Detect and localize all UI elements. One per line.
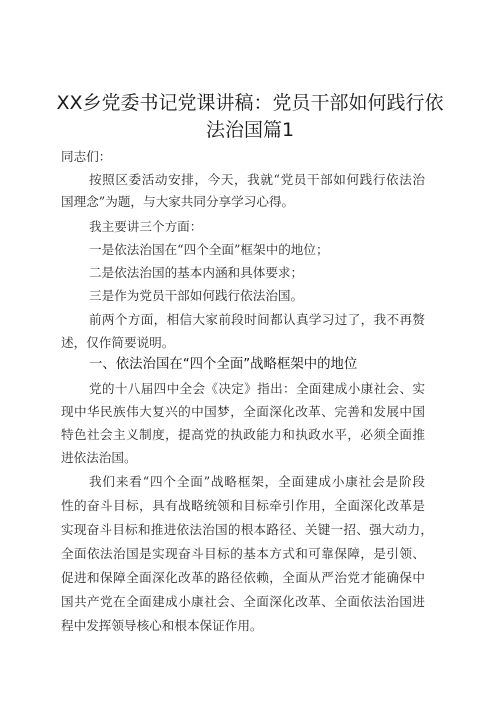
- intro-line-2: 国理念”为题，与大家共同分享学习心得。: [61, 194, 295, 209]
- section1-para1-line-3: 特色社会主义制度，提高党的执政能力和执政水平，必须全面推: [61, 427, 425, 442]
- section1-para2-line-4: 全面依法治国是实现奋斗目标的基本方式和可靠保障，是引领、: [61, 546, 425, 561]
- outline-item-2: 二是依法治国的基本内涵和具体要求；: [89, 265, 304, 280]
- outline-intro: 我主要讲三个方面：: [89, 219, 203, 234]
- document-title-line-2: 法治国篇1: [205, 119, 295, 141]
- section1-para2-line-6: 国共产党在全面建成小康社会、全面深化改革、全面依法治国进: [61, 594, 425, 609]
- section1-para1-line-1: 党的十八届四中全会《决定》指出：全面建成小康社会、实: [89, 381, 425, 396]
- section1-para1-line-2: 现中华民族伟大复兴的中国梦，全面深化改革、完善和发展中国: [61, 404, 425, 419]
- section1-para2-line-1: 我们来看“四个全面”战略框架，全面建成小康社会是阶段: [89, 474, 425, 489]
- intro-line-1: 按照区委活动安排，今天，我就“党员干部如何践行依法治: [89, 172, 425, 187]
- section1-para1-line-4: 进依法治国。: [61, 450, 137, 465]
- outline-item-1: 一是依法治国在“四个全面”框架中的地位；: [89, 242, 329, 257]
- section1-para2-line-7: 程中发挥领导核心和根本保证作用。: [61, 618, 263, 633]
- transition-line-2: 述，仅作简要说明。: [61, 335, 175, 350]
- transition-line-1: 前两个方面，相信大家前段时间都认真学习过了，我不再赘: [89, 312, 425, 327]
- section1-para2-line-5: 促进和保障全面深化改革的路径依赖，全面从严治党才能确保中: [61, 570, 425, 585]
- section1-para2-line-3: 实现奋斗目标和推进依法治国的根本路径、关键一招、强大动力，: [61, 522, 433, 537]
- section1-para2-line-2: 性的奋斗目标，具有战略统领和目标牵引作用，全面深化改革是: [61, 498, 425, 513]
- outline-item-3: 三是作为党员干部如何践行依法治国。: [89, 288, 304, 303]
- section-heading-1: 一、依法治国在“四个全面”战略框架中的地位: [89, 357, 358, 372]
- document-title-line-1: XX乡党委书记党课讲稿：党员干部如何践行依: [56, 92, 444, 114]
- salutation: 同志们：: [61, 149, 112, 164]
